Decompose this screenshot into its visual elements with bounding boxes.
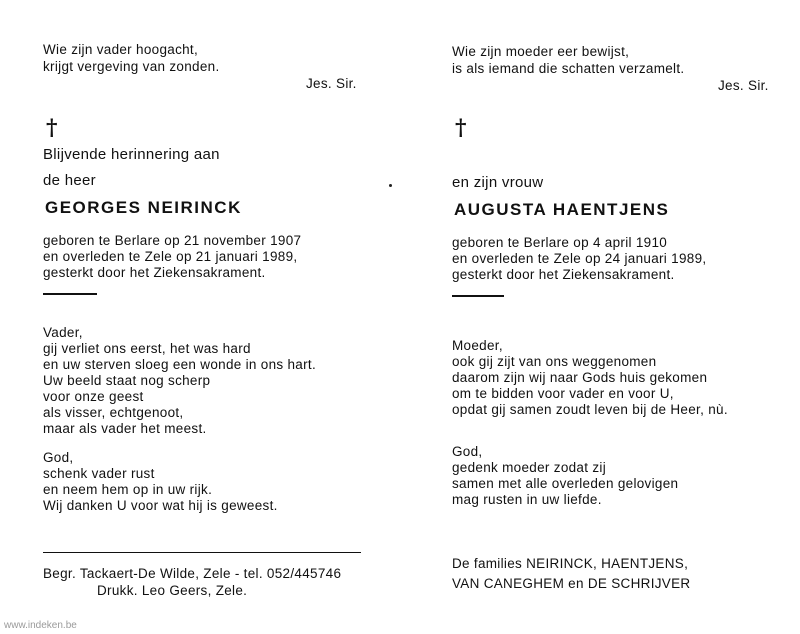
poem-line: mag rusten in uw liefde. (452, 492, 602, 507)
divider (452, 295, 504, 297)
poem-line: samen met alle overleden gelovigen (452, 476, 679, 491)
poem-line: als visser, echtgenoot, (43, 405, 184, 420)
poem-line: om te bidden voor vader en voor U, (452, 386, 674, 401)
families-line: VAN CANEGHEM en DE SCHRIJVER (452, 576, 691, 591)
poem-line: voor onze geest (43, 389, 144, 404)
quote-line: is als iemand die schatten verzamelt. (452, 61, 685, 76)
poem-line: schenk vader rust (43, 466, 155, 481)
divider (43, 293, 97, 295)
watermark: www.indeken.be (4, 620, 77, 631)
quote-source: Jes. Sir. (306, 76, 357, 91)
footer-divider (43, 552, 361, 553)
poem-line: Uw beeld staat nog scherp (43, 373, 211, 388)
poem-line: ook gij zijt van ons weggenomen (452, 354, 657, 369)
intro-line: en zijn vrouw (452, 174, 544, 191)
quote-source: Jes. Sir. (718, 78, 769, 93)
poem-line: opdat gij samen zoudt leven bij de Heer, nù. (452, 402, 728, 417)
intro-line: de heer (43, 172, 96, 189)
poem-line: maar als vader het meest. (43, 421, 207, 436)
cross-icon: † (46, 115, 58, 141)
right-panel (400, 0, 800, 634)
detail-line: gesterkt door het Ziekensakrament. (43, 265, 266, 280)
decorative-dot (389, 184, 392, 187)
poem-line: Wij danken U voor wat hij is geweest. (43, 498, 278, 513)
quote-line: krijgt vergeving van zonden. (43, 59, 220, 74)
poem-line: God, (452, 444, 483, 459)
detail-line: geboren te Berlare op 4 april 1910 (452, 235, 668, 250)
quote-line: Wie zijn moeder eer bewijst, (452, 44, 630, 59)
families-line: De families NEIRINCK, HAENTJENS, (452, 556, 689, 571)
poem-line: gedenk moeder zodat zij (452, 460, 606, 475)
cross-icon: † (455, 115, 467, 141)
deceased-name: AUGUSTA HAENTJENS (454, 200, 670, 219)
footer-line: Begr. Tackaert-De Wilde, Zele - tel. 052/445746 (43, 566, 342, 581)
quote-line: Wie zijn vader hoogacht, (43, 42, 199, 57)
detail-line: en overleden te Zele op 24 januari 1989, (452, 251, 707, 266)
poem-line: God, (43, 450, 74, 465)
footer-line: Drukk. Leo Geers, Zele. (97, 583, 248, 598)
poem-line: Vader, (43, 325, 83, 340)
intro-line: Blijvende herinnering aan (43, 146, 220, 163)
detail-line: en overleden te Zele op 21 januari 1989, (43, 249, 298, 264)
poem-line: Moeder, (452, 338, 503, 353)
poem-line: en uw sterven sloeg een wonde in ons hart. (43, 357, 317, 372)
deceased-name: GEORGES NEIRINCK (45, 198, 242, 217)
poem-line: daarom zijn wij naar Gods huis gekomen (452, 370, 708, 385)
poem-line: en neem hem op in uw rijk. (43, 482, 213, 497)
poem-line: gij verliet ons eerst, het was hard (43, 341, 251, 356)
detail-line: gesterkt door het Ziekensakrament. (452, 267, 675, 282)
detail-line: geboren te Berlare op 21 november 1907 (43, 233, 302, 248)
